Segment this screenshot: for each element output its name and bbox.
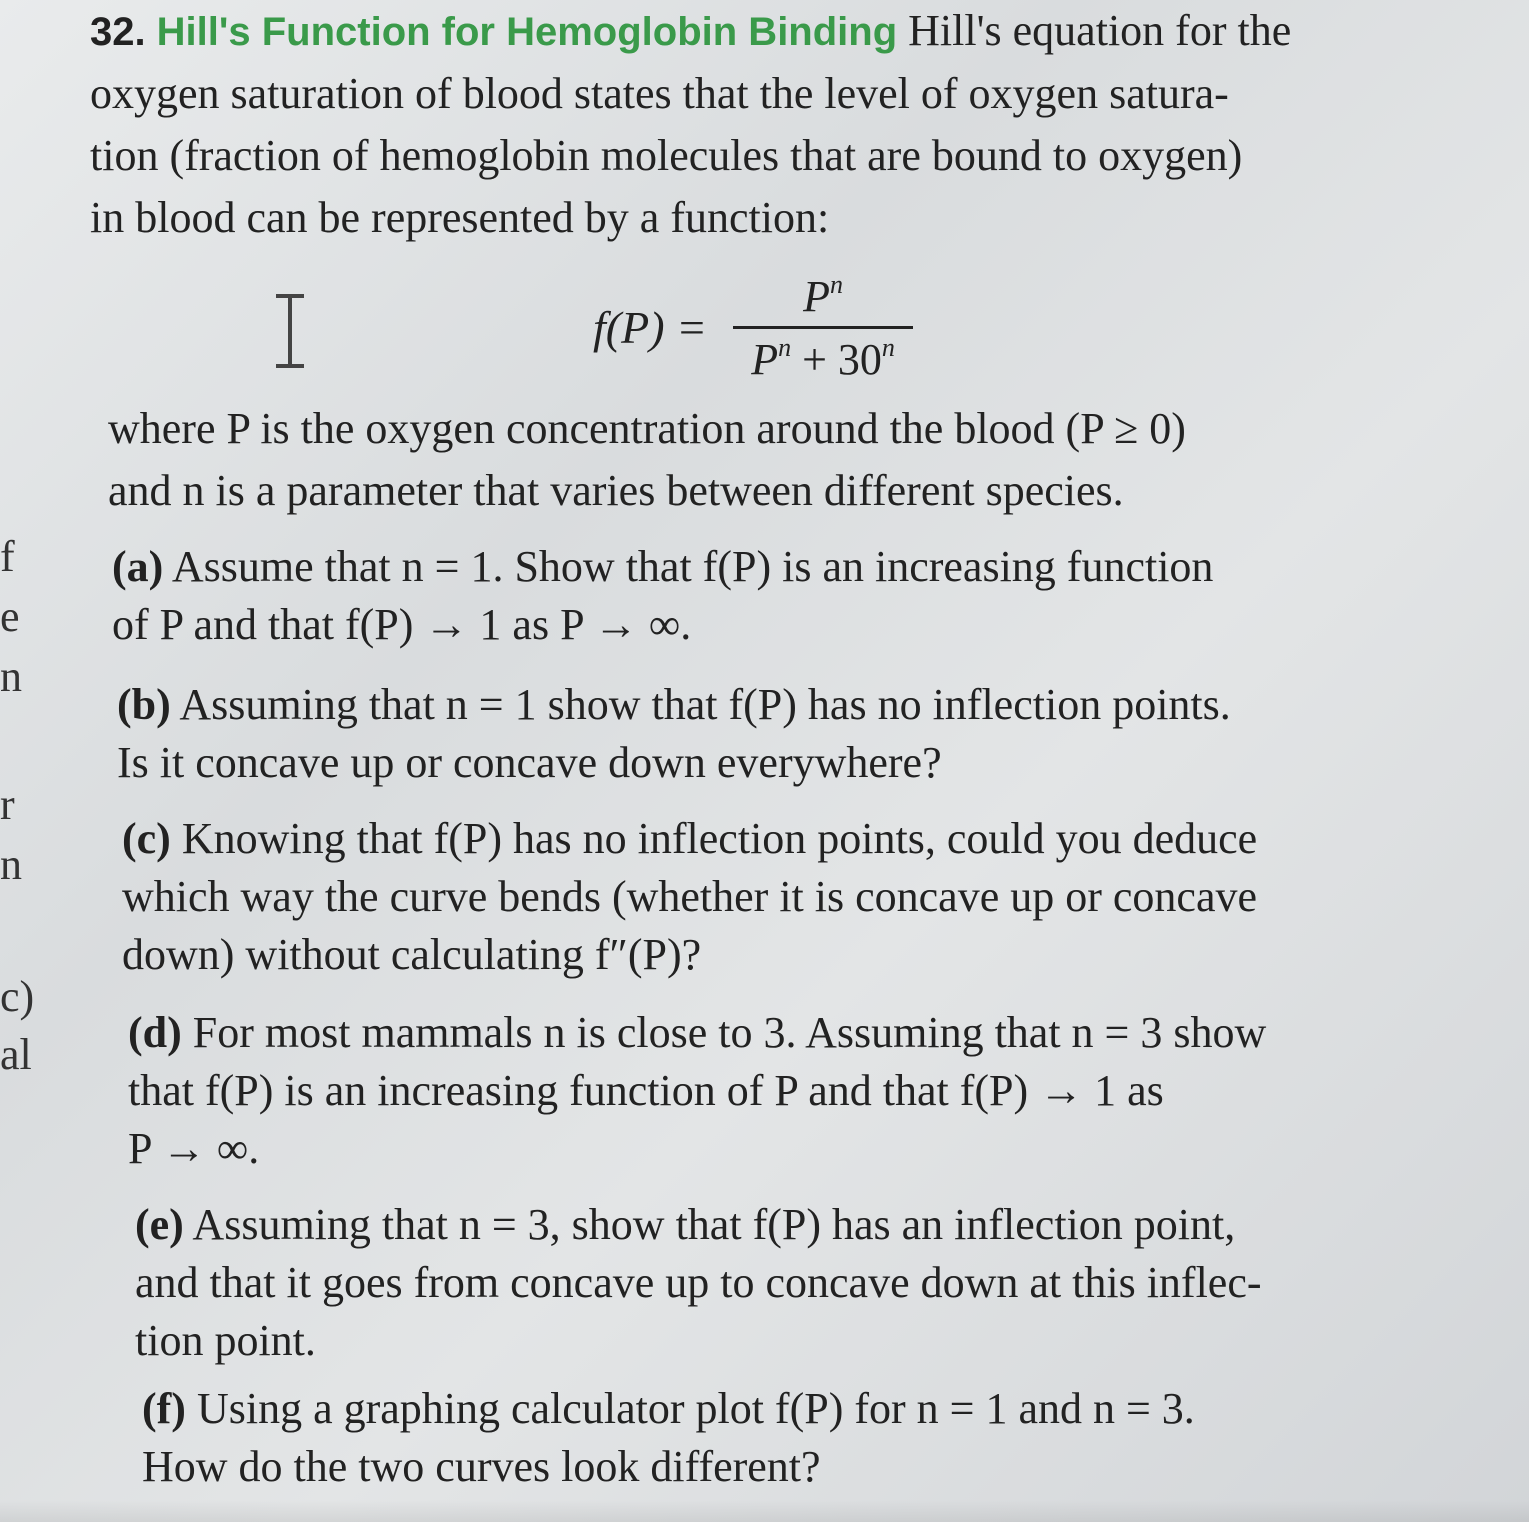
part-line: Assuming that n = 1 show that f(P) has no inflection points. [179,680,1231,729]
formula-numerator: $P^n$ [803,269,843,321]
formula-lhs: f(P) = [593,301,708,353]
intro-line-3: tion (fraction of hemoglobin molecules that are bound to oxygen) [90,131,1243,180]
part-label: (b) [117,680,171,729]
part-line: For most mammals n is close to 3. Assuming that n = 3 show [192,1008,1267,1057]
part-line: that f(P) is an increasing function of P and that f(P) → 1 as [128,1066,1164,1115]
part-line: Knowing that f(P) has no inflection points, could you deduce [181,814,1258,863]
part-label: (d) [128,1008,182,1057]
part-f [142,1380,1195,1496]
where-line: where P is the oxygen concentration around the blood (P ≥ 0) [108,404,1186,453]
part-line: Is it concave up or concave down everywhere? [117,738,942,787]
margin-fragment: n [0,652,22,701]
part-line: Assuming that n = 3, show that f(P) has an inflection point, [192,1200,1236,1249]
part-line: How do the two curves look different? [142,1442,821,1491]
margin-fragment: e [0,592,20,641]
margin-fragment: f [0,532,15,581]
part-label: (f) [142,1384,186,1433]
part-a [112,538,1213,654]
margin-fragment: n [0,840,22,889]
problem-statement [90,0,1520,249]
part-line: Using a graphing calculator plot f(P) for n = 1 and n = 3. [196,1384,1195,1433]
part-line: of P and that f(P) → 1 as P → ∞. [112,600,692,649]
part-line: tion point. [135,1316,316,1365]
intro-line-1 [90,0,1520,63]
where-paragraph [108,398,1508,522]
part-b [117,676,1231,792]
formula-denominator: $P^n + 30^n$ [751,332,895,384]
part-line: down) without calculating f″(P)? [122,930,702,979]
margin-fragment: r [0,780,15,829]
part-d [128,1004,1266,1178]
part-label: (a) [112,542,164,591]
text-cursor-icon [270,292,310,370]
equation-area [0,262,1529,392]
hill-equation [593,262,913,392]
margin-fragment: c) [0,972,35,1021]
part-line: P → ∞. [128,1124,260,1173]
intro-line-4: in blood can be represented by a function: [90,193,830,242]
part-line: Assume that n = 1. Show that f(P) is an increasing function [171,542,1214,591]
part-line: which way the curve bends (whether it is concave up or concave [122,872,1257,921]
where-line: and n is a parameter that varies between different species. [108,466,1124,515]
intro-line-2: oxygen saturation of blood states that the level of oxygen satura- [90,69,1229,118]
formula-fraction [733,270,913,385]
part-line: and that it goes from concave up to concave down at this inflec- [135,1258,1262,1307]
part-label: (e) [135,1200,184,1249]
part-e [135,1196,1262,1370]
problem-number: 32. [90,10,146,54]
problem-title: Hill's Function for Hemoglobin Binding [156,10,898,54]
intro-text: Hill's equation for the [908,6,1292,55]
part-label: (c) [122,814,171,863]
part-c [122,810,1257,984]
page-bottom-edge [0,1500,1529,1522]
margin-fragment: al [0,1030,32,1079]
